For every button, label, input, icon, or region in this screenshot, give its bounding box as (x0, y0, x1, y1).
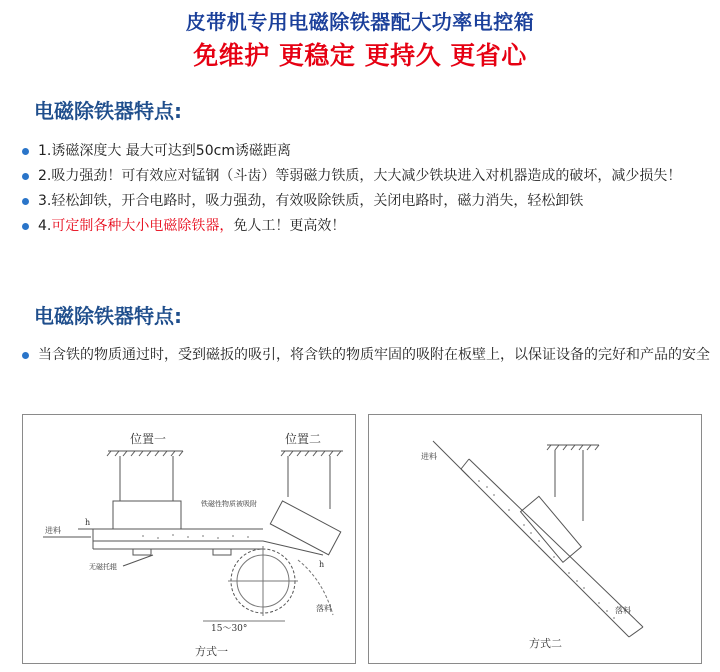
feature-text-4-suffix: 免人工！更高效！ (233, 218, 346, 234)
header-slogan: 免维护 更稳定 更持久 更省心 (193, 41, 527, 70)
diagram-method-one (22, 414, 356, 664)
bullet-dot (22, 352, 29, 359)
magnet-position-two (270, 501, 340, 555)
section2-heading: 电磁除铁器特点: (34, 304, 182, 328)
feature-text-3: 3.轻松卸铁，开合电路时，吸力强劲，有效吸除铁质，关闭电路时，磁力消失，轻松卸铁 (38, 193, 584, 209)
non-magnetic-roller-label: 无磁托辊 (89, 563, 117, 571)
feature-item-3 (20, 190, 710, 213)
diagram-one-drawing (23, 415, 355, 663)
header-title: 皮带机专用电磁除铁器配大功率电控箱 (185, 10, 535, 34)
principle-list (20, 344, 710, 369)
section1-heading: 电磁除铁器特点: (34, 99, 182, 123)
ceiling-mount (547, 445, 599, 450)
feature-text-4-highlight: 可定制各种大小电磁除铁器， (51, 218, 234, 234)
feed-label: 进料 (45, 526, 61, 535)
method-two-caption: 方式二 (529, 637, 562, 650)
principle-text-1: 当含铁的物质通过时，受到磁扳的吸引，将含铁的物质牢固的吸附在板壁上，以保证设备的完好和产品的安全 (38, 347, 710, 363)
method-one-caption: 方式一 (195, 645, 228, 658)
angle-label: 15～30° (211, 624, 248, 634)
bullet-dot (22, 223, 29, 230)
diagram-two-drawing (369, 415, 701, 663)
principle-item-1 (20, 344, 710, 367)
h-label-right: h (319, 560, 325, 569)
feature-text-2: 2.吸力强劲！可有效应对锰钢（斗齿）等弱磁力铁质，大大减少铁块进入对机器造成的破坏，减少损失！ (38, 168, 682, 184)
magnet-position-one (113, 501, 181, 529)
magnet-chute (521, 496, 582, 562)
feature-item-2 (20, 165, 710, 188)
bullet-dot (22, 198, 29, 205)
diagram-method-two (368, 414, 702, 664)
h-label-left: h (85, 518, 91, 527)
material-pile (142, 534, 249, 539)
feature-text-1: 1.诱磁深度大 最大可达到50cm诱磁距离 (38, 143, 291, 159)
feature-item-1 (20, 140, 710, 163)
position-one-label: 位置一 (130, 432, 167, 446)
feature-item-4 (20, 215, 710, 238)
ceiling-mount-1 (107, 451, 183, 456)
discharge-label: 落料 (316, 604, 332, 613)
feed-label: 进料 (421, 452, 437, 461)
position-two-label: 位置二 (285, 432, 322, 446)
ceiling-mount-2 (281, 451, 343, 456)
iron-attracted-label: 铁磁性物质被吸附 (201, 500, 257, 508)
bullet-dot (22, 173, 29, 180)
chute-material (478, 480, 615, 619)
feature-list (20, 140, 710, 240)
discharge-label: 落料 (615, 606, 631, 615)
bullet-dot (22, 148, 29, 155)
feature-text-4-prefix: 4. (38, 218, 52, 234)
